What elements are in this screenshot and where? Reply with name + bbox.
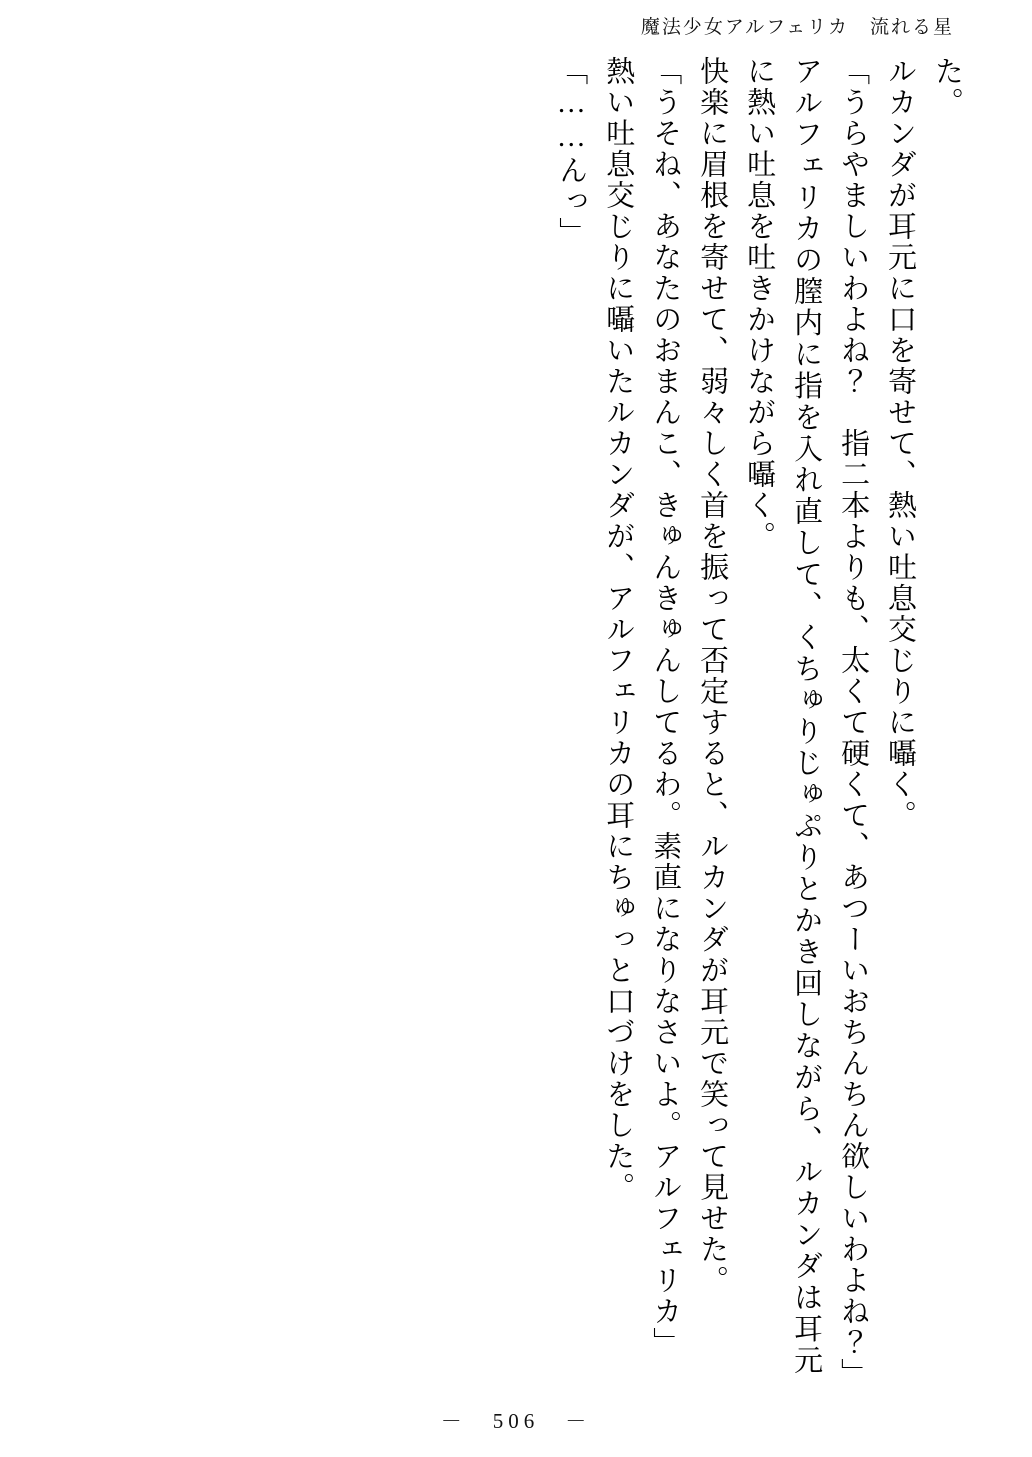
paragraph: ルカンダが耳元に口を寄せて、熱い吐息交じりに囁く。	[884, 56, 917, 831]
running-header: 魔法少女アルフェリカ 流れる星	[640, 17, 954, 38]
paragraph: 「うらやましいわよね？ 指二本よりも、太くて硬くて、あつーいおちんちん欲しいわよね？」	[837, 56, 870, 1389]
page-number: － 506 －	[440, 1409, 592, 1433]
paragraph: 熱い吐息交じりに囁いたルカンダが、アルフェリカの耳にちゅっと口づけをした。	[602, 56, 635, 1203]
paragraph: 「うそね、あなたのおまんこ、きゅんきゅんしてるわ。素直になりなさいよ。アルフェリカ」	[649, 56, 682, 1358]
paragraph: アルフェリカの膣内に指を入れ直して、くちゅりじゅぷりとかき回しながら、ルカンダは耳元に熱い吐息を吐きかけながら囁く。	[743, 56, 823, 1377]
paragraph: た。	[931, 56, 963, 118]
paragraph: 快楽に眉根を寄せて、弱々しく首を振って否定すると、ルカンダが耳元で笑って見せた。	[696, 56, 729, 1296]
paragraph: 「……んっ」	[555, 56, 588, 248]
page-body-vertical-text	[62, 56, 970, 1389]
